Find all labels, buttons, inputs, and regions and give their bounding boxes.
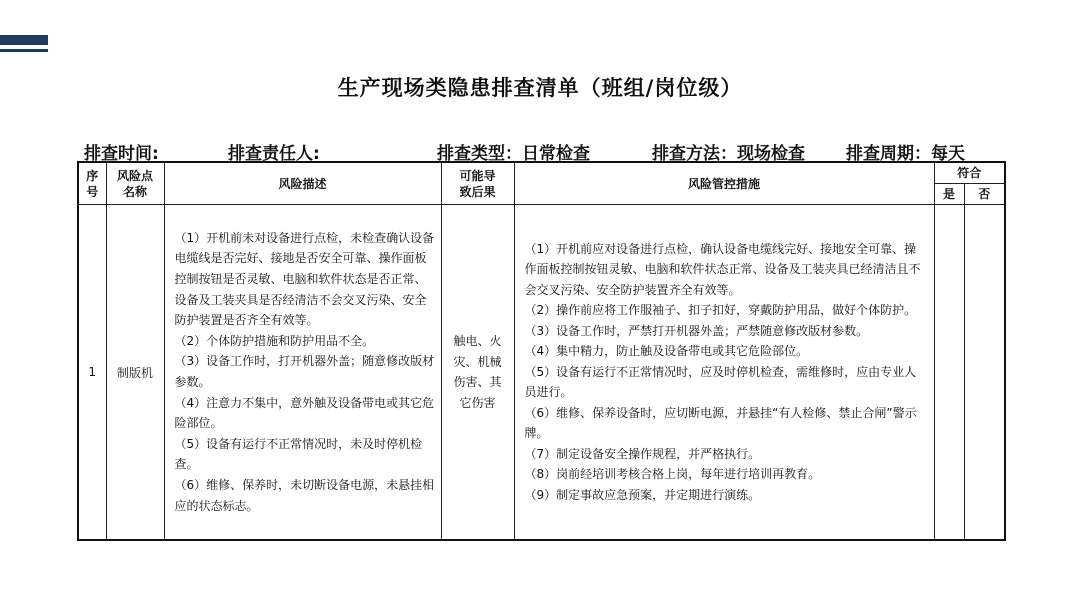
header-yes: 是 [934, 184, 964, 205]
header-control-measures: 风险管控措施 [514, 162, 934, 205]
page-title: 生产现场类隐患排查清单（班组/岗位级） [337, 76, 743, 100]
control-item: （3）设备工作时，严禁打开机器外盖；严禁随意修改版材参数。 [524, 323, 869, 338]
hazard-checklist-table [77, 161, 1006, 541]
inspection-time-label: 排查时间: [84, 144, 159, 164]
row-conform-no[interactable] [964, 205, 1005, 541]
table-row [78, 205, 1005, 541]
row-control-measures [514, 205, 934, 541]
header-consequence: 可能导致后果 [441, 162, 514, 205]
header-risk-point: 风险点名称 [106, 162, 164, 205]
header-risk-description: 风险描述 [164, 162, 441, 205]
risk-item: （2）个体防护措施和防护用品不全。 [174, 333, 375, 348]
row-seq: 1 [78, 205, 106, 541]
control-item: （8）岗前经培训考核合格上岗，每年进行培训再教育。 [524, 467, 821, 482]
control-item: （6）维修、保养设备时，应切断电源，并悬挂“有人检修、禁止合闸”警示牌。 [524, 405, 917, 441]
inspection-cycle-label: 排查周期：每天 [846, 144, 965, 164]
risk-item: （1）开机前未对设备进行点检，未检查确认设备电缆线是否完好、接地是否安全可靠、操作面板控制按钮是否灵敏、电脑和软件状态是否正常、设备及工装夹具是否经清洁不会交叉污染、安全防护装置是否齐全有效等。 [174, 230, 435, 328]
control-item: （7）制定设备安全操作规程，并严格执行。 [524, 446, 761, 461]
inspection-person-label: 排查责任人: [228, 144, 320, 164]
risk-item: （6）维修、保养时，未切断设备电源，未悬挂相应的状态标志。 [174, 477, 435, 513]
control-item: （9）制定事故应急预案，并定期进行演练。 [524, 487, 761, 502]
row-consequence: 触电、火灾、机械伤害、其它伤害 [441, 205, 514, 541]
header-conform: 符合 [934, 162, 1005, 184]
decorative-bar [0, 35, 48, 45]
inspection-meta [84, 139, 1004, 163]
risk-item: （4）注意力不集中，意外触及设备带电或其它危险部位。 [174, 395, 435, 431]
control-item: （2）操作前应将工作服袖子、扣子扣好，穿戴防护用品，做好个体防护。 [524, 303, 917, 318]
control-item: （4）集中精力，防止触及设备带电或其它危险部位。 [524, 344, 809, 359]
inspection-method-label: 排查方法：现场检查 [652, 144, 805, 164]
header-no: 否 [964, 184, 1005, 205]
inspection-type-label: 排查类型：日常检查 [437, 144, 590, 164]
control-item: （5）设备有运行不正常情况时，应及时停机检查，需维修时，应由专业人员进行。 [524, 364, 917, 400]
row-risk-point: 制版机 [106, 205, 164, 541]
control-item: （1）开机前应对设备进行点检，确认设备电缆线完好、接地安全可靠、操作面板控制按钮灵敏、电脑和软件状态正常、设备及工装夹具已经清洁且不会交叉污染、安全防护装置齐全有效等。 [524, 241, 921, 297]
risk-item: （3）设备工作时，打开机器外盖；随意修改版材参数。 [174, 354, 435, 389]
row-conform-yes[interactable] [934, 205, 964, 541]
row-risk-description [164, 205, 441, 541]
header-seq: 序号 [78, 162, 106, 205]
risk-item: （5）设备有运行不正常情况时，未及时停机检查。 [174, 436, 423, 472]
decorative-line [0, 49, 48, 52]
